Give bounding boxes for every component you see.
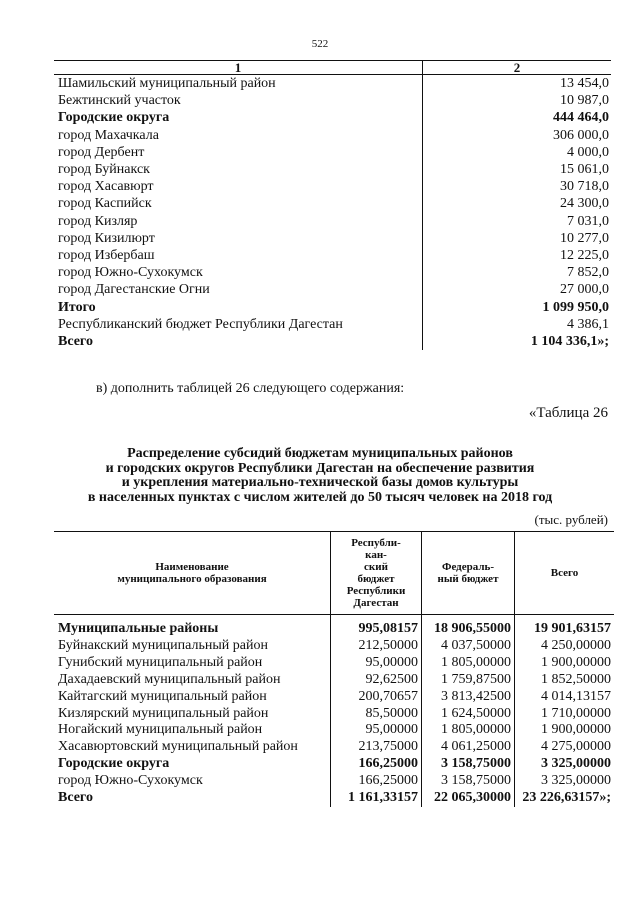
table-row [54,144,611,161]
municipality-name: Кизлярский муниципальный район [54,706,331,723]
table-row [54,790,614,807]
table-header-row [54,532,614,615]
table-row [54,230,611,247]
row-name: город Южно-Сухокумск [54,264,423,281]
row-value: 444 464,0 [553,110,609,126]
units-label: (тыс. рублей) [534,512,608,527]
federal-budget-value: 1 759,87500 [422,672,515,689]
header-line: бюджет [357,573,395,585]
row-name: город Каспийск [54,195,423,212]
table-row [54,638,614,655]
municipality-name: Хасавюртовский муниципальный район [54,739,331,756]
republic-budget-value: 166,25000 [331,773,422,790]
table-row [54,109,611,126]
table-row [54,195,611,212]
row-value: 15 061,0 [560,162,609,178]
table-row [54,75,611,93]
table-row [54,672,614,689]
total-value: 19 901,63157 [534,621,611,636]
total-value: 1 852,50000 [541,671,611,687]
table-row [54,264,611,281]
title-line: и укрепления материально-технической базы домов культуры [121,475,519,490]
header-line: ный бюджет [437,573,499,585]
table-row [54,281,611,298]
federal-budget-value: 3 158,75000 [422,773,515,790]
municipality-name: Гунибский муниципальный район [54,655,331,672]
table-row [54,689,614,706]
header-line: Наименование [155,561,229,573]
row-value: 13 454,0 [560,76,609,91]
municipality-name: Городские округа [54,756,331,773]
title-line: Распределение субсидий бюджетам муниципальных районов [127,446,513,461]
column-header-2: 2 [423,61,612,75]
header-line: Республи- [351,537,401,549]
federal-budget-value: 4 061,25000 [422,739,515,756]
municipality-name: Буйнакский муниципальный район [54,638,331,655]
table-row [54,178,611,195]
header-line: кан- [365,549,387,561]
header-total: Всего [515,532,615,615]
federal-budget-value: 1 805,00000 [422,722,515,739]
row-name: Всего [54,333,423,350]
republic-budget-value: 92,62500 [331,672,422,689]
row-value: 4 000,0 [567,144,609,160]
table-row [54,333,611,350]
row-value: 1 104 336,1»; [530,334,609,350]
municipality-name: Муниципальные районы [54,621,331,638]
table-body [54,75,611,351]
municipality-name: Ногайский муниципальный район [54,722,331,739]
total-value: 4 275,00000 [541,739,611,755]
total-value: 1 710,00000 [541,705,611,721]
row-value: 12 225,0 [560,248,609,264]
federal-budget-value: 1 805,00000 [422,655,515,672]
total-value: 1 900,00000 [541,654,611,670]
row-name: город Махачкала [54,127,423,144]
table-row [54,706,614,723]
table-row [54,621,614,638]
municipality-name: Всего [54,790,331,807]
row-value: 24 300,0 [560,196,609,212]
total-value: 23 226,63157»; [522,790,611,806]
republic-budget-value: 85,50000 [331,706,422,723]
row-value: 10 277,0 [560,230,609,246]
republic-budget-value: 166,25000 [331,756,422,773]
row-value: 7 852,0 [567,265,609,281]
header-line: ский [364,561,388,573]
table-label: «Таблица 26 [528,405,608,421]
row-name: город Буйнакск [54,161,423,178]
republic-budget-value: 200,70657 [331,689,422,706]
table-row [54,773,614,790]
row-name: город Избербаш [54,247,423,264]
row-value: 4 386,1 [567,316,609,332]
title-line: и городских округов Республики Дагестан на обеспечение развития [105,460,535,476]
header-republic-budget [331,532,422,615]
federal-budget-value: 3 158,75000 [422,756,515,773]
row-name: Бежтинский участок [54,92,423,109]
table-row [54,161,611,178]
header-line: муниципального образования [117,573,267,585]
row-value: 1 099 950,0 [542,299,609,315]
table-row [54,299,611,316]
federal-budget-value: 18 906,55000 [422,621,515,638]
row-name: город Кизляр [54,213,423,230]
row-value: 10 987,0 [560,93,609,109]
row-name: Республиканский бюджет Республики Дагестан [54,316,423,333]
title-line: в населенных пунктах с числом жителей до 50 тысяч человек на 2018 год [87,489,553,505]
table-title [40,447,600,505]
federal-budget-value: 22 065,30000 [422,790,515,807]
table-row [54,92,611,109]
table-row [54,739,614,756]
total-value: 3 325,00000 [541,756,611,772]
row-name: Шамильский муниципальный район [54,75,423,93]
table-body [54,615,614,807]
municipality-name: Кайтагский муниципальный район [54,689,331,706]
federal-budget-value: 3 813,42500 [422,689,515,706]
subsidy-table-continuation [54,60,611,350]
row-name: город Кизилюрт [54,230,423,247]
header-line: Республики [346,585,406,597]
row-name: город Хасавюрт [54,178,423,195]
header-line: Федераль- [442,561,494,573]
municipality-name: город Южно-Сухокумск [54,773,331,790]
republic-budget-value: 95,00000 [331,722,422,739]
page-number: 522 [311,38,329,50]
total-value: 4 014,13157 [541,688,611,704]
amendment-text: в) дополнить таблицей 26 следующего содержания: [96,381,405,396]
federal-budget-value: 1 624,50000 [422,706,515,723]
row-name: Городские округа [54,109,423,126]
republic-budget-value: 95,00000 [331,655,422,672]
table-row [54,127,611,144]
total-value: 4 250,00000 [541,637,611,653]
table-26 [54,531,614,807]
republic-budget-value: 995,08157 [331,621,422,638]
row-value: 7 031,0 [567,213,609,229]
row-value: 30 718,0 [560,179,609,195]
row-name: город Дагестанские Огни [54,281,423,298]
row-value: 27 000,0 [560,282,609,298]
republic-budget-value: 213,75000 [331,739,422,756]
table-row [54,213,611,230]
header-line: Дагестан [353,597,399,609]
municipality-name: Дахадаевский муниципальный район [54,672,331,689]
column-header-1: 1 [54,61,423,75]
table-row [54,316,611,333]
table-header-row [54,61,611,75]
table-row [54,247,611,264]
republic-budget-value: 1 161,33157 [331,790,422,807]
table-row [54,655,614,672]
republic-budget-value: 212,50000 [331,638,422,655]
row-value: 306 000,0 [553,127,609,143]
total-value: 1 900,00000 [541,722,611,738]
row-name: город Дербент [54,144,423,161]
table-row [54,722,614,739]
total-value: 3 325,00000 [541,773,611,789]
table-row [54,756,614,773]
header-municipality [54,532,331,615]
federal-budget-value: 4 037,50000 [422,638,515,655]
header-federal-budget [422,532,515,615]
row-name: Итого [54,299,423,316]
